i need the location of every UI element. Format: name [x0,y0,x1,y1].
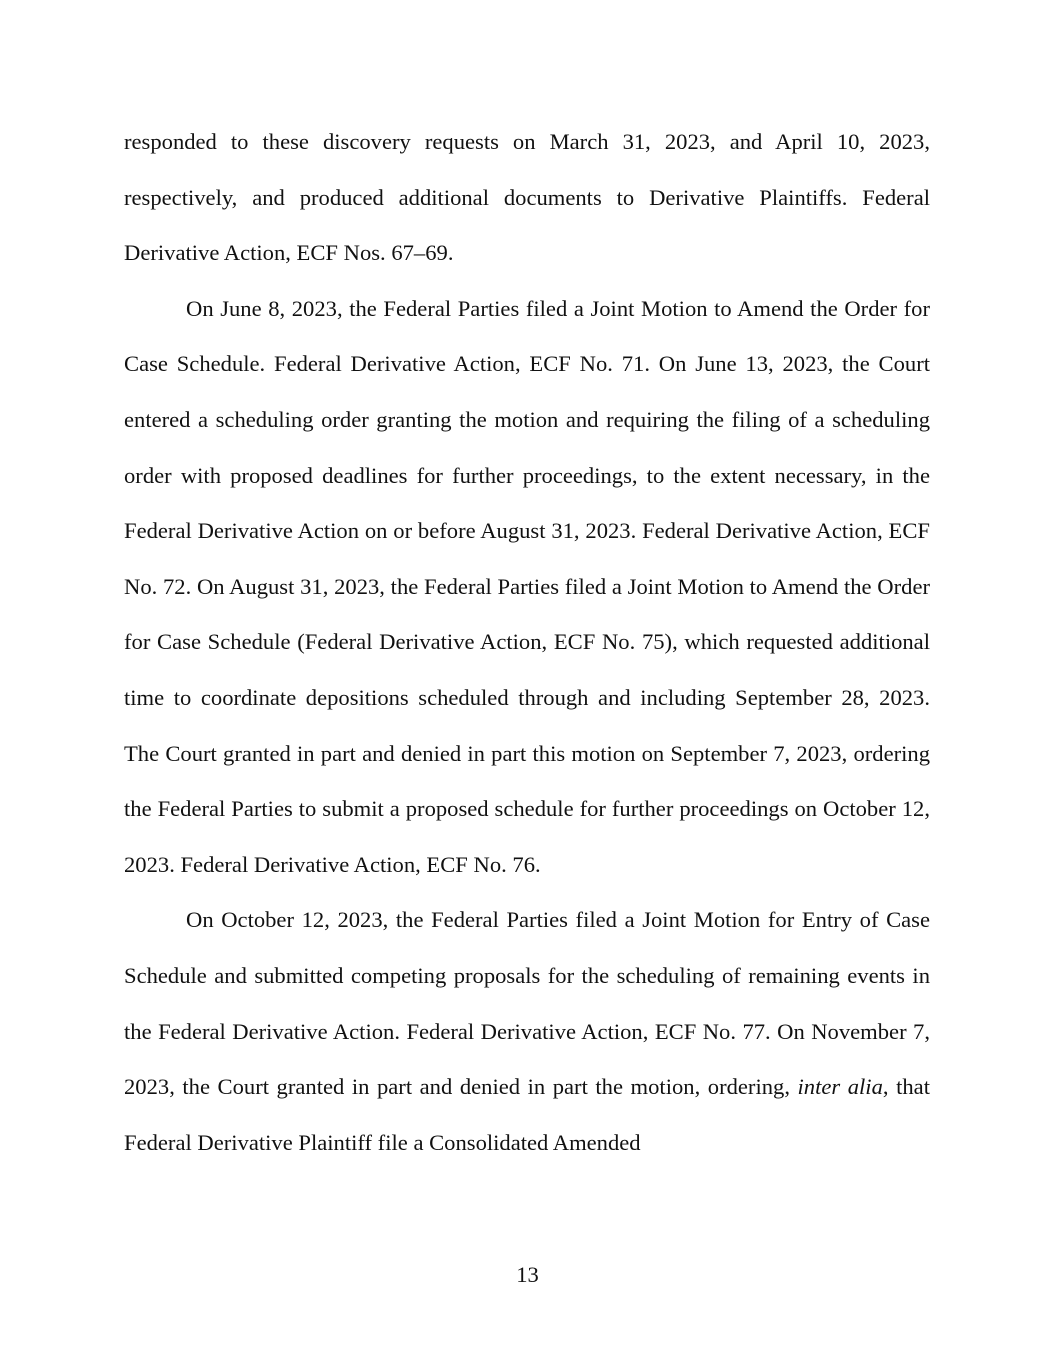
page-number: 13 [516,1262,539,1287]
paragraph-june-motion: On June 8, 2023, the Federal Parties filed a Joint Motion to Amend the Order for Case Schedule. Federal Derivative Action, ECF No. 71. On June 13, 2023, the Court entered a scheduling order granting the motion and requiring the filing of a scheduling order with proposed deadlines for further proceedings, to the extent necessary, in the Federal Derivative Action on or before August 31, 2023. Federal Derivative Action, ECF No. 72. On August 31, 2023, the Federal Parties filed a Joint Motion to Amend the Order for Case Schedule (Federal Derivative Action, ECF No. 75), which requested additional time to coordinate depositions scheduled through and including September 28, 2023. The Court granted in part and denied in part this motion on September 7, 2023, ordering the Federal Parties to submit a proposed schedule for further proceedings on October 12, 2023. Federal Derivative Action, ECF No. 76. [124,295,930,877]
paragraph-october-motion [124,892,930,1170]
italic-phrase: inter alia [797,1074,883,1100]
paragraph-continuation: responded to these discovery requests on March 31, 2023, and April 10, 2023, respectively, and produced additional documents to Derivative Plaintiffs. Federal Derivative Action, ECF Nos. 67–69. [124,129,930,266]
paragraph-text-after-italic: , that Federal Derivative Plaintiff file a Consolidated Amended [124,1074,930,1155]
paragraph-text-before-italic: On October 12, 2023, the Federal Parties filed a Joint Motion for Entry of Case Schedule and submitted competing proposals for the scheduling of remaining events in the Federal Derivative Action. Federal Derivative Action, ECF No. 77. On November 7, 2023, the Court granted in part and denied in part the motion, ordering, [124,907,930,1100]
body-text [124,114,930,1170]
